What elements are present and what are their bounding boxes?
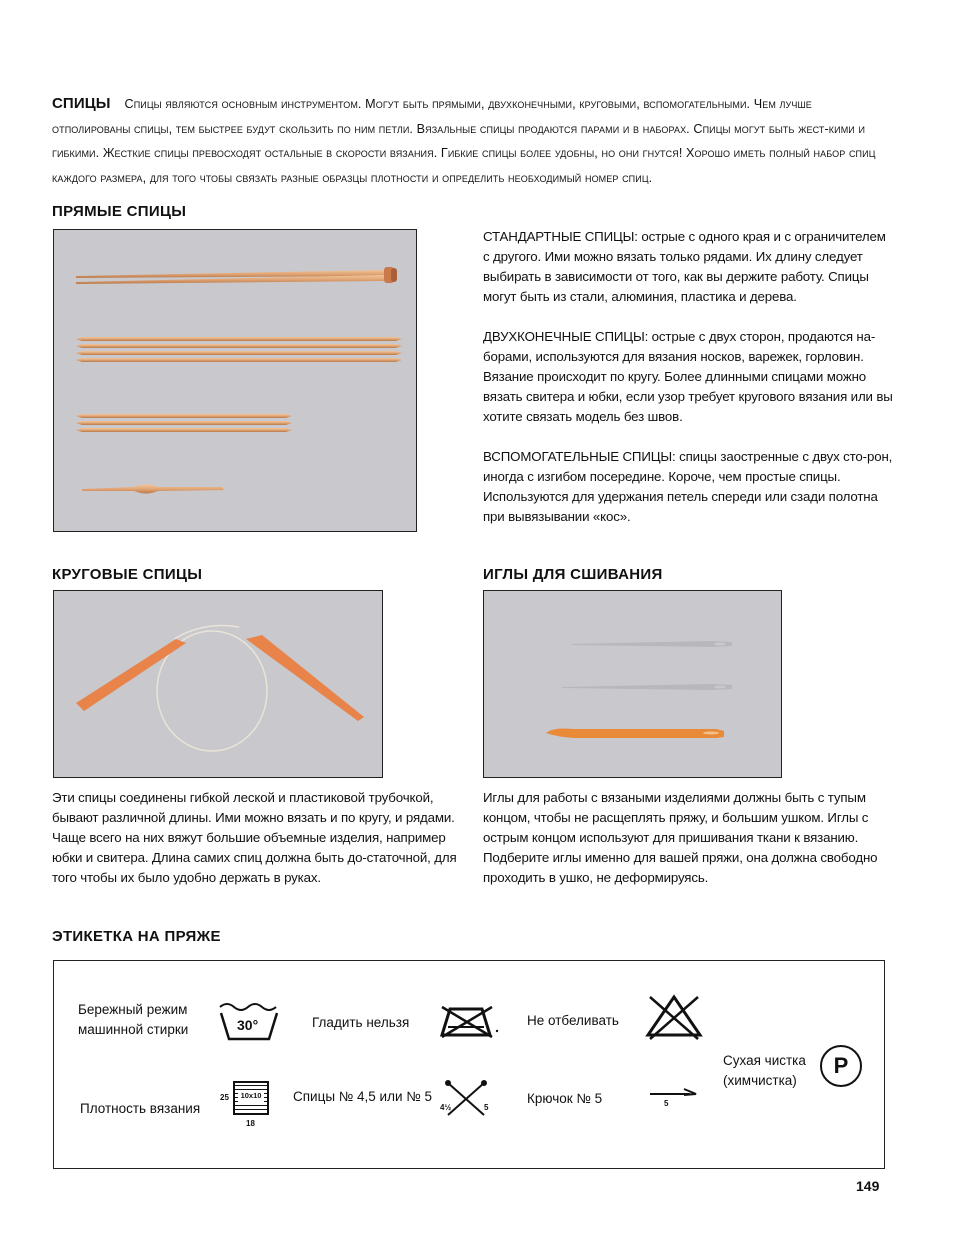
hook-size: 5 xyxy=(664,1099,669,1108)
needle-size-left: 4½ xyxy=(440,1103,452,1112)
cable-needles-paragraph: ВСПОМОГАТЕЛЬНЫЕ СПИЦЫ: спицы заостренные с двух сто-рон, иногда с изгибом посередине. Короче, чем простые спицы. Используются для удержания петель спереди или сзади полотна при вывязывании «кос». xyxy=(483,449,893,524)
circular-needles-text: Эти спицы соединены гибкой леской и пластиковой трубочкой, бывают различной длины. Ими можно вязать и по кругу, и рядами. Чаще всего на них вяжут большие объемные изделия, например юбки и свитера. Длина самих спиц должна быть до-статочной, для того чтобы их было удобно держать в руках. xyxy=(52,790,457,885)
needle-size-right: 5 xyxy=(484,1103,489,1112)
standard-needles-paragraph: СТАНДАРТНЫЕ СПИЦЫ: острые с одного края и с ограничителем с другого. Ими можно вязать только рядами. Их длину следует выбирать в зависимости от того, как вы держите работу. Спицы могут быть из стали, алюминия, пластика и дерева. xyxy=(483,229,886,304)
needle-size-icon xyxy=(438,1079,494,1119)
right-needle-tip xyxy=(246,635,364,721)
needle-two xyxy=(562,684,732,690)
wash-temp: 30° xyxy=(237,1017,259,1033)
sewing-needles-title: ИГЛЫ ДЛЯ СШИВАНИЯ xyxy=(483,566,663,583)
intro-lead: СПИЦЫ xyxy=(52,95,111,112)
sewing-needles-photo xyxy=(483,590,782,778)
dry-clean-icon: P xyxy=(820,1045,862,1087)
gauge-rows: 25 xyxy=(220,1093,229,1102)
gauge-stitches: 18 xyxy=(246,1119,255,1128)
yarn-label-box xyxy=(53,960,885,1169)
sewing-needles-text: Иглы для работы с вязаными изделиями должны быть с тупым концом, чтобы не расщеплять пряжу, и большим ушком. Иглы с острым концом используют для пришивания ткани к вязанию. Подберите иглы именно для вашей пряжи, она должна свободно проходить в ушко, не деформируясь. xyxy=(483,790,878,885)
wash-30-icon xyxy=(217,1001,281,1046)
needle-size-label: Спицы № 4,5 или № 5 xyxy=(293,1089,432,1104)
left-needle-tip xyxy=(76,639,186,711)
intro-paragraph xyxy=(52,92,892,190)
dry-clean-label: Сухая чистка (химчистка) xyxy=(723,1053,806,1088)
no-bleach-icon xyxy=(642,991,706,1046)
hook-label: Крючок № 5 xyxy=(527,1091,603,1106)
standard-needles xyxy=(76,267,397,284)
double-pointed-short xyxy=(76,414,292,432)
straight-needles-text xyxy=(483,227,893,547)
gauge-label: Плотность вязания xyxy=(80,1101,201,1116)
no-iron-icon xyxy=(434,1001,500,1044)
double-pointed-paragraph: ДВУХКОНЕЧНЫЕ СПИЦЫ: острые с двух сторон, продаются на-борами, используются для вязания носков, варежек, горловин. Вязание происходит по кругу. Более длинными спицами можно вязать свитера и юбки, если узор требует кругового вязания или вы хотите связать модель без швов. xyxy=(483,329,893,424)
cable-needle xyxy=(82,485,224,494)
gauge-square-text: 10x10 xyxy=(238,1090,264,1102)
page-number: 149 xyxy=(856,1178,880,1194)
crochet-hook-icon xyxy=(648,1085,700,1111)
straight-needles-title: ПРЯМЫЕ СПИЦЫ xyxy=(52,203,187,220)
gauge-icon xyxy=(220,1081,270,1133)
intro-text: Спицы являются основным инструментом. Могут быть прямыми, двухконечными, круговыми, вспомогательными. Чем лучше отполированы спицы, тем быстрее будут скользить по ним петли. Вязальные спицы продаются парами и в наборах. Спицы могут быть жест-кими и гибкими. Жесткие спицы превосходят остальные в скорости вязания. Гибкие спицы более удобны, но они гнутся! Хорошо иметь полный набор спиц каждого размера, для того чтобы связать разные образцы плотности и определить необходимый номер спиц. xyxy=(52,97,876,185)
yarn-label-title: ЭТИКЕТКА НА ПРЯЖЕ xyxy=(52,928,221,945)
gentle-wash-label: Бережный режим машинной стирки xyxy=(78,1002,189,1037)
double-pointed-long xyxy=(76,337,402,362)
no-iron-label: Гладить нельзя xyxy=(312,1015,410,1030)
circular-needles-photo xyxy=(53,590,383,778)
straight-needles-photo xyxy=(53,229,417,532)
plastic-needle xyxy=(546,729,724,739)
needle-one xyxy=(572,641,732,647)
no-bleach-label: Не отбеливать xyxy=(527,1013,619,1028)
circular-needles-title: КРУГОВЫЕ СПИЦЫ xyxy=(52,566,203,583)
gauge-swatch xyxy=(233,1081,269,1115)
